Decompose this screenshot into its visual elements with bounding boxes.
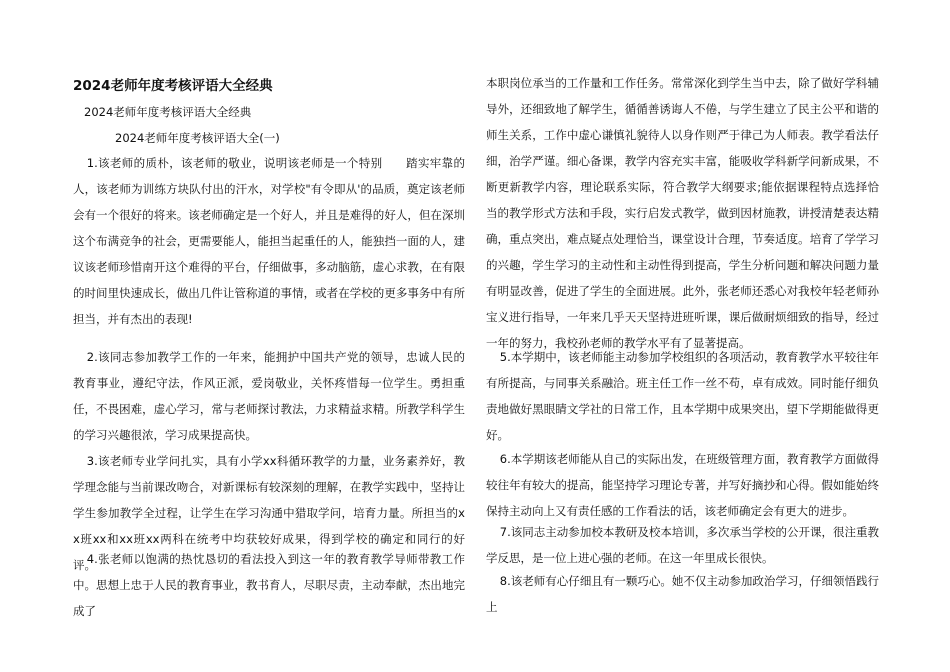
- section-heading: 2024老师年度考核评语大全(一): [115, 131, 280, 145]
- paragraph-1: 1.该老师的质朴，该老师的敬业，说明该老师是一个特别 踏实牢靠的人，该老师为训练方块队付出的汗水，对学校"有令即从'的品质，奠定该老师会有一个很好的将来。该老师确定是一个好人，并且是难得的好人，但在深圳这个布满竞争的社会，更需要能人，能担当起重任的人，能独挡一面的人，建议该老师珍惜南开这个难得的平台，仔细做事，多动脑筋，虚心求教，在有限的时间里快速成长，做出几件让管称道的事情，或者在学校的更多事务中有所担当，并有杰出的表现!: [73, 156, 465, 326]
- document-title: 2024老师年度考核评语大全经典: [73, 78, 273, 94]
- paragraph-8: 8.该老师有心仔细且有一颗巧心。她不仅主动参加政治学习，仔细领悟践行上: [486, 574, 879, 614]
- paragraph-5: 5.本学期中，该老师能主动参加学校组织的各项活动，教育教学水平较往年有所提高，与同事关系融洽。班主任工作一丝不苟，卓有成效。同时能仔细负责地做好黑眼睛文学社的日常工作，且本学期中成果突出，望下学期能做得更好。: [486, 350, 879, 442]
- paragraph-4-continued: 本职岗位承当的工作量和工作任务。常常深化到学生当中去，除了做好学科辅导外，还细致地了解学生，循循善诱诲人不倦，与学生建立了民主公平和谐的师生关系，工作中虚心谦慎礼貌待人以身作则严于律己为人师表。教学看法仔细，治学严谨。细心备课，教学内容充实丰富，能吸收学科新学问新成果，不断更新教学内容，理论联系实际，符合教学大纲要求;能依据课程特点选择恰当的教学形式方法和手段，实行启发式教学，做到因材施教，讲授清楚表达精确，重点突出，难点疑点处理恰当，课堂设计合理，节奏适度。培育了学学习的兴趣，学生学习的主动性和主动性得到提高，学生分析问题和解决问题力量有明显改善，促进了学生的全面进展。此外，张老师还悉心对我校年轻老师孙宝义进行指导，一年来几乎天天坚持进班听课，课后做耐烦细致的指导，经过一年的努力，我校孙老师的教学水平有了显著提高。: [486, 76, 879, 350]
- paragraph-3: 3.该老师专业学问扎实，具有小学xx科循环教学的力量，业务素养好，教学理念能与当前课改吻合，对新课标有较深刻的理解，在教学实践中，坚持让学生参加教学全过程，让学生在学习沟通中猎取学问，培育力量。所担当的xx班xx和xx班xx两科在统考中均获较好成果，得到学校的确定和同行的好评。: [73, 454, 465, 572]
- paragraph-2: 2.该同志参加教学工作的一年来，能拥护中国共产党的领导，忠诚人民的教育事业，遵纪守法，作风正派，爱岗敬业，关怀疼惜每一位学生。勇担重任，不畏困难，虚心学习，常与老师探讨教法，力求精益求精。所教学科学生的学习兴趣很浓，学习成果提高快。: [73, 350, 465, 442]
- document-subtitle: 2024老师年度考核评语大全经典: [84, 105, 252, 119]
- paragraph-6: 6.本学期该老师能从自己的实际出发，在班级管理方面，教育教学方面做得较往年有较大的提高，能坚持学习理论专著，并写好摘抄和心得。假如能始终保持主动向上又有责任感的工作看法的话，该老师确定会有更大的进步。: [486, 452, 879, 518]
- paragraph-4: 4.张老师以饱满的热忱恳切的看法投入到这一年的教育教学导师带教工作中。思想上忠于人民的教育事业，教书育人，尽职尽责，主动奉献，杰出地完成了: [73, 552, 465, 618]
- paragraph-7: 7.该同志主动参加校本教研及校本培训，多次承当学校的公开课，很注重教学反思，是一位上进心强的老师。在这一年里成长很快。: [486, 525, 879, 565]
